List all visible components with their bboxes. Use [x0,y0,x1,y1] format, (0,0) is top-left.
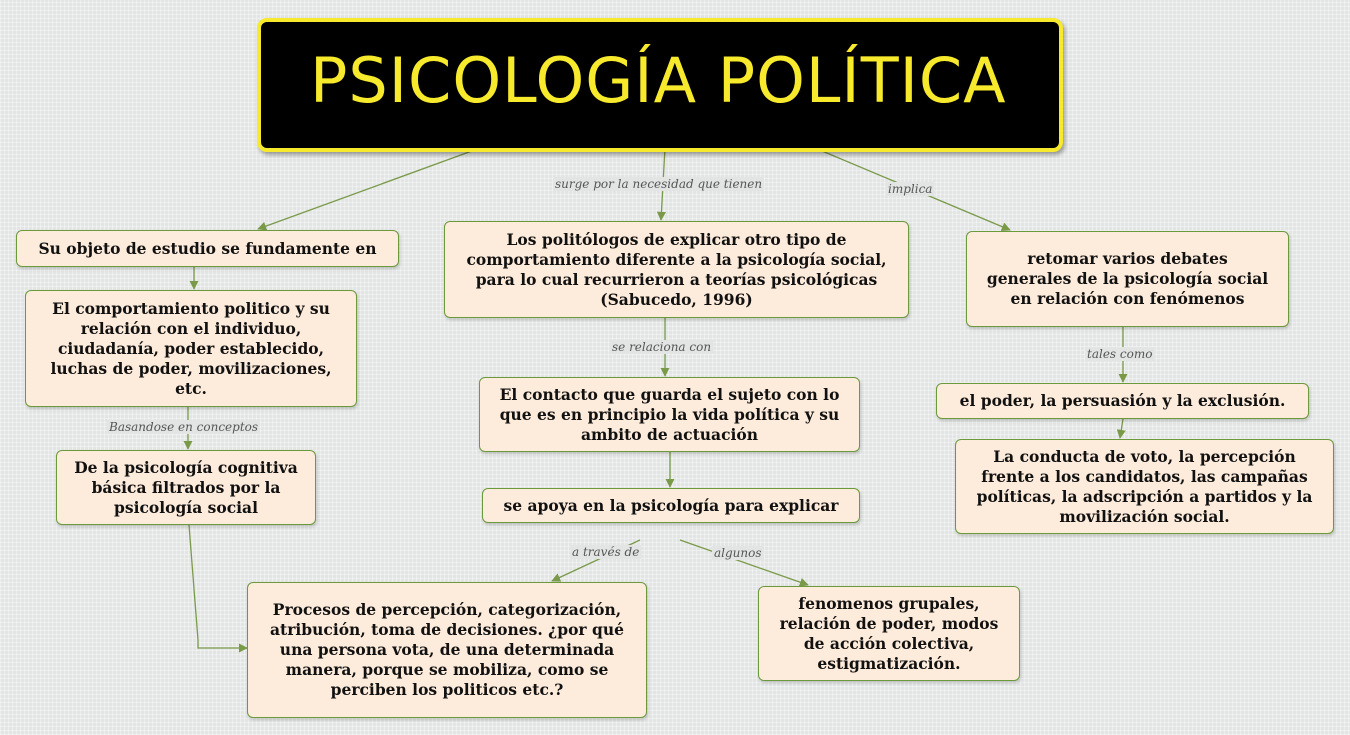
map-title: PSICOLOGÍA POLÍTICA [310,44,1007,117]
edge-poder-conducta [1120,419,1123,438]
edge-label-implica: implica [888,182,933,196]
node-objeto[interactable]: Su objeto de estudio se fundamente en [16,230,399,267]
node-procesos[interactable]: Procesos de percepción, categorización, atribución, toma de decisiones. ¿por qué una persona vota, de una determinada manera, porque se mobiliza, como se perciben los politicos etc.? [247,582,647,718]
edge-label-tales-como: tales como [1087,347,1153,361]
node-conducta[interactable]: La conducta de voto, la percepción frente a los candidatos, las campañas políticas, la adscripción a partidos y la movilización social. [955,439,1334,534]
edge-label-relaciona: se relaciona con [612,340,712,354]
node-cognitiva[interactable]: De la psicología cognitiva básica filtrados por la psicología social [56,450,316,525]
edge-cognitiva-procesos [189,525,247,648]
node-comportamiento[interactable]: El comportamiento politico y su relación con el individuo, ciudadanía, poder establecido, luchas de poder, movilizaciones, etc. [25,290,357,407]
node-poder[interactable]: el poder, la persuasión y la exclusión. [936,383,1309,419]
node-politologos[interactable]: Los politólogos de explicar otro tipo de comportamiento diferente a la psicología social, para lo cual recurrieron a teorías psicológicas (Sabucedo, 1996) [444,221,909,318]
node-apoya[interactable]: se apoya en la psicología para explicar [482,488,860,523]
edge-title-objeto [258,148,480,229]
node-contacto[interactable]: El contacto que guarda el sujeto con lo que es en principio la vida política y su ambito de actuación [479,377,860,452]
node-retomar[interactable]: retomar varios debates generales de la psicología social en relación con fenómenos [966,231,1289,327]
edge-label-basandose: Basandose en conceptos [109,420,259,434]
edge-label-surge: surge por la necesidad que tienen [555,177,763,191]
edge-label-a-traves: a través de [572,545,640,559]
node-fenomenos[interactable]: fenomenos grupales, relación de poder, modos de acción colectiva, estigmatización. [758,586,1020,681]
edge-label-algunos: algunos [714,546,762,560]
